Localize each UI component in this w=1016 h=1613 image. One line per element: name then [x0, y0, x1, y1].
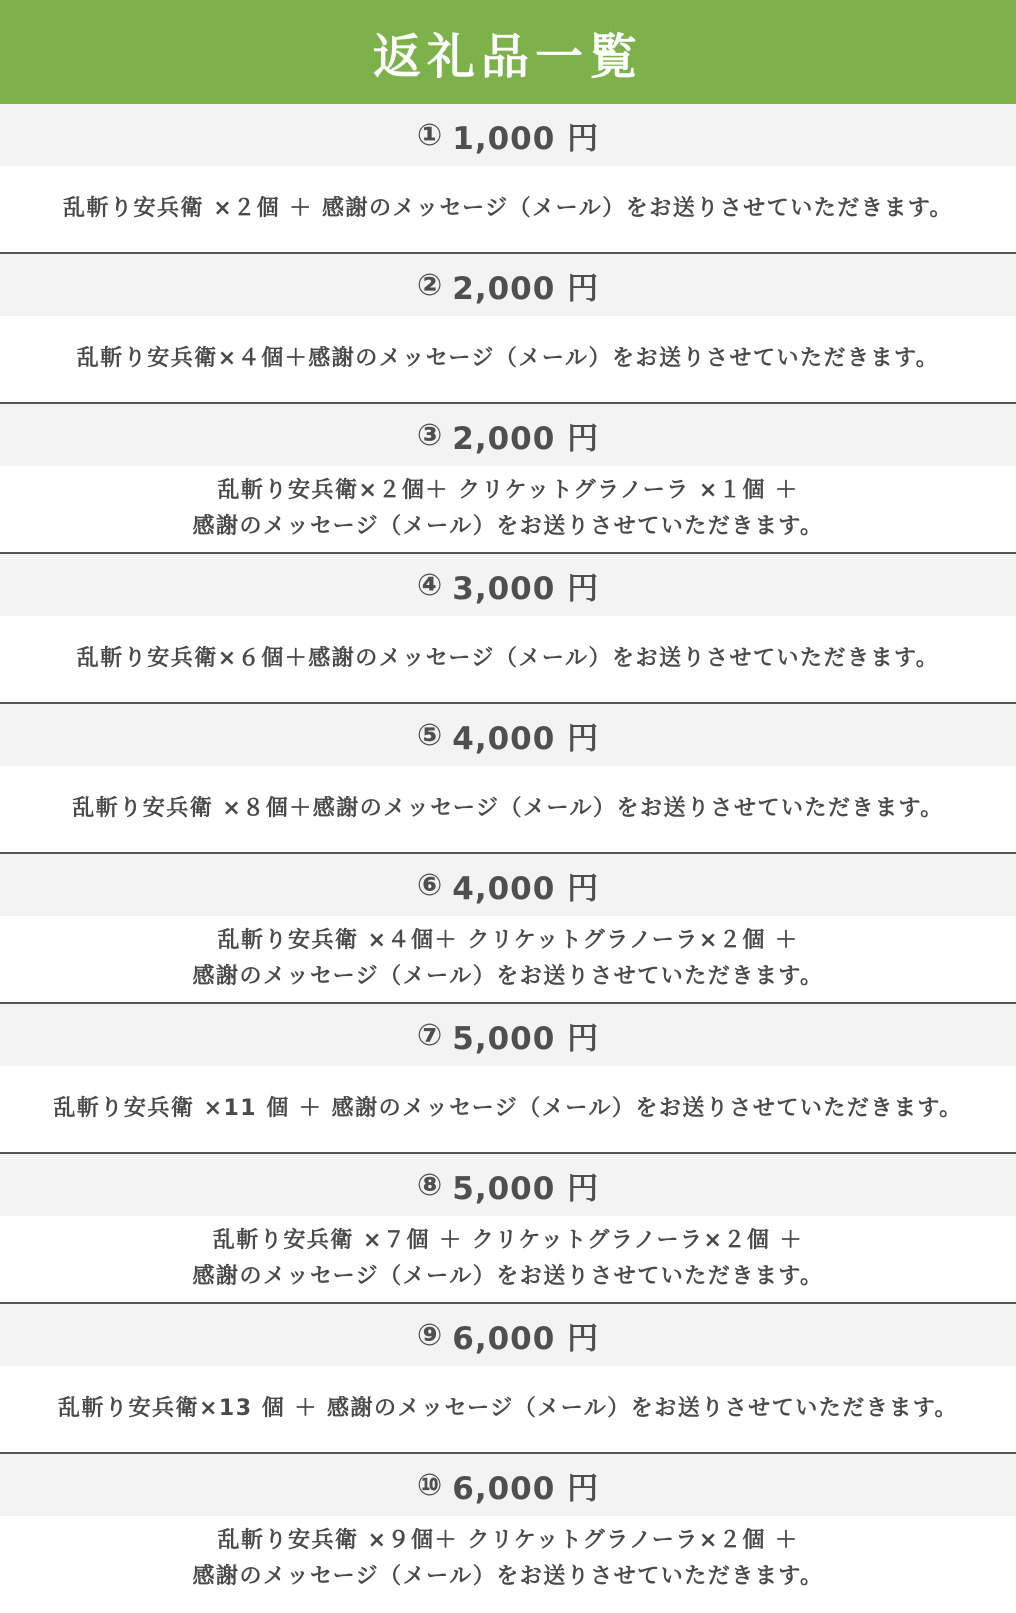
item-number: ③ [416, 417, 443, 453]
price-amount: 4,000 円 [452, 870, 600, 907]
price-row [0, 854, 1016, 916]
description-row [0, 766, 1016, 852]
item-number: ⑧ [416, 1167, 443, 1203]
reward-item [0, 554, 1016, 704]
price-amount: 6,000 円 [452, 1320, 600, 1357]
description-row [0, 916, 1016, 1002]
item-number: ④ [416, 567, 443, 603]
description-row [0, 1366, 1016, 1452]
description-line: 乱斬り安兵衛×２個＋ クリケットグラノーラ ×１個 ＋ [217, 478, 799, 503]
description-line: 乱斬り安兵衛×13 個 ＋ 感謝のメッセージ（メール）をお送りさせていただきます。 [57, 1396, 958, 1421]
price-amount: 4,000 円 [452, 720, 600, 757]
item-number: ⑨ [416, 1317, 443, 1353]
description-line: 乱斬り安兵衛 ×２個 ＋ 感謝のメッセージ（メール）をお送りさせていただきます。 [63, 196, 953, 221]
description-line: 乱斬り安兵衛×６個＋感謝のメッセージ（メール）をお送りさせていただきます。 [76, 646, 940, 671]
price-row [0, 1454, 1016, 1516]
description-row [0, 616, 1016, 702]
price-amount: 2,000 円 [452, 270, 600, 307]
item-number: ⑥ [416, 867, 443, 903]
reward-item [0, 104, 1016, 254]
price-amount: 2,000 円 [452, 420, 600, 457]
description-line: 感謝のメッセージ（メール）をお送りさせていただきます。 [192, 964, 824, 989]
description-line: 感謝のメッセージ（メール）をお送りさせていただきます。 [192, 1264, 824, 1289]
reward-item [0, 1154, 1016, 1304]
description-line: 乱斬り安兵衛 ×９個＋ クリケットグラノーラ×２個 ＋ [217, 1528, 799, 1553]
page-title: 返礼品一覧 [372, 28, 643, 85]
item-number: ⑩ [416, 1467, 443, 1503]
price-row [0, 704, 1016, 766]
description-line: 乱斬り安兵衛 ×８個＋感謝のメッセージ（メール）をお送りさせていただきます。 [72, 796, 944, 821]
description-line: 乱斬り安兵衛 ×７個 ＋ クリケットグラノーラ×２個 ＋ [212, 1228, 804, 1253]
price-row [0, 104, 1016, 166]
reward-item [0, 1004, 1016, 1154]
reward-item [0, 404, 1016, 554]
price-row [0, 1004, 1016, 1066]
item-number: ⑦ [416, 1017, 443, 1053]
price-amount: 3,000 円 [452, 570, 600, 607]
reward-item [0, 1454, 1016, 1602]
reward-item [0, 254, 1016, 404]
price-amount: 5,000 円 [452, 1020, 600, 1057]
description-line: 乱斬り安兵衛 ×11 個 ＋ 感謝のメッセージ（メール）をお送りさせていただきます。 [53, 1096, 963, 1121]
description-line: 感謝のメッセージ（メール）をお送りさせていただきます。 [192, 514, 824, 539]
price-amount: 5,000 円 [452, 1170, 600, 1207]
reward-item [0, 704, 1016, 854]
reward-item [0, 854, 1016, 1004]
reward-item [0, 1304, 1016, 1454]
description-row [0, 1216, 1016, 1302]
description-row [0, 466, 1016, 552]
price-amount: 6,000 円 [452, 1470, 600, 1507]
price-row [0, 404, 1016, 466]
description-line: 乱斬り安兵衛 ×４個＋ クリケットグラノーラ×２個 ＋ [217, 928, 799, 953]
price-row [0, 1154, 1016, 1216]
description-line: 乱斬り安兵衛×４個＋感謝のメッセージ（メール）をお送りさせていただきます。 [76, 346, 940, 371]
reward-list [0, 104, 1016, 1602]
price-row [0, 554, 1016, 616]
price-row [0, 1304, 1016, 1366]
price-row [0, 254, 1016, 316]
item-number: ① [416, 117, 443, 153]
description-line: 感謝のメッセージ（メール）をお送りさせていただきます。 [192, 1564, 824, 1589]
description-row [0, 166, 1016, 252]
header-bar [0, 0, 1016, 104]
item-number: ② [416, 267, 443, 303]
item-number: ⑤ [416, 717, 443, 753]
description-row [0, 1516, 1016, 1602]
description-row [0, 316, 1016, 402]
price-amount: 1,000 円 [452, 120, 600, 157]
description-row [0, 1066, 1016, 1152]
